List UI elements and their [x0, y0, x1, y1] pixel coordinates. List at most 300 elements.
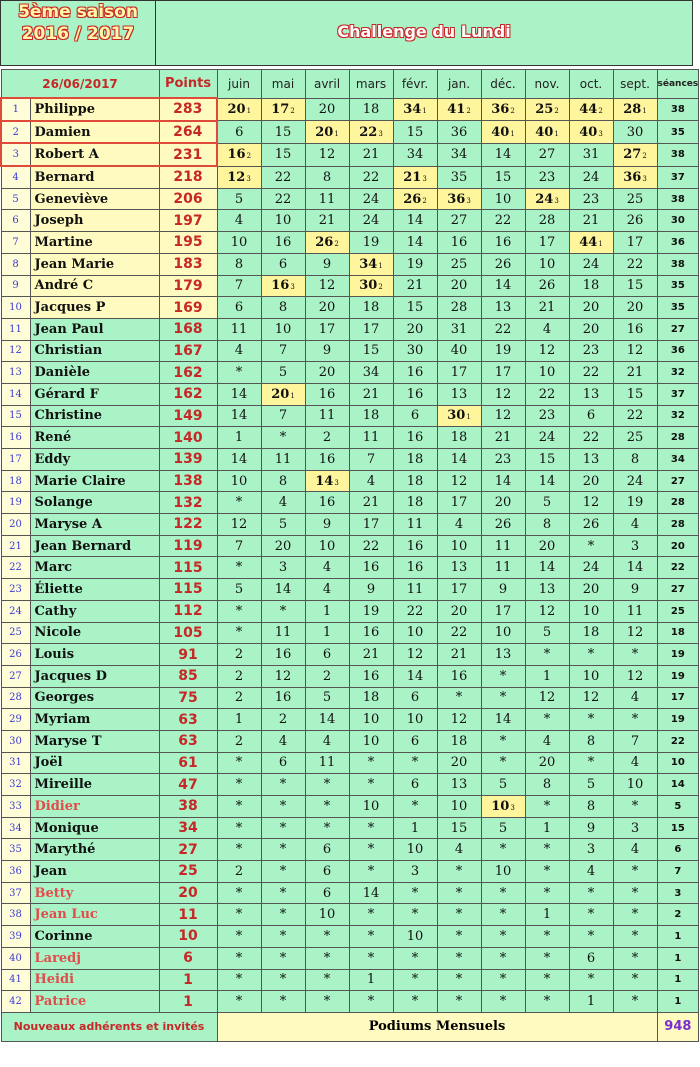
- month-score-cell: [525, 861, 569, 883]
- points-cell: 27: [159, 839, 217, 861]
- month-score-cell: [481, 600, 525, 622]
- score-value: 21: [494, 430, 512, 446]
- month-score-cell: [261, 449, 305, 471]
- score-value: 16: [274, 647, 292, 663]
- points-cell: 139: [159, 449, 217, 471]
- month-score-cell: [613, 796, 657, 818]
- podium-position: 2: [598, 106, 603, 115]
- score-value: 14: [274, 581, 292, 597]
- score-value: 15: [538, 451, 556, 467]
- score-value: *: [235, 495, 243, 511]
- month-score-cell: [349, 557, 393, 579]
- score-value: 16: [318, 386, 336, 402]
- month-score-cell: [261, 492, 305, 514]
- score-value: 7: [278, 343, 288, 359]
- score-value: *: [411, 907, 419, 923]
- score-value: 10: [318, 907, 336, 923]
- seances-cell: 20: [657, 535, 699, 557]
- month-score-cell: [393, 991, 437, 1013]
- score-value: 24: [582, 256, 600, 272]
- month-score-cell: [217, 926, 261, 948]
- month-header-dec: déc.: [481, 70, 525, 99]
- points-cell: 119: [159, 535, 217, 557]
- month-score-cell: [349, 709, 393, 731]
- score-value: 24: [535, 191, 554, 207]
- month-score-cell: [613, 579, 657, 601]
- month-score-cell: [349, 188, 393, 210]
- rank-cell: 33: [1, 796, 30, 818]
- score-value: 1: [410, 820, 420, 836]
- month-score-cell: [613, 600, 657, 622]
- month-score-cell: [217, 839, 261, 861]
- month-score-cell: [217, 470, 261, 492]
- month-score-cell: [437, 644, 481, 666]
- score-value: *: [499, 885, 507, 901]
- month-score-cell: [481, 687, 525, 709]
- score-value: 20: [271, 386, 290, 402]
- month-score-cell: [569, 98, 613, 121]
- month-score-cell: [393, 774, 437, 796]
- points-cell: 1: [159, 969, 217, 991]
- score-value: *: [499, 842, 507, 858]
- points-cell: 162: [159, 383, 217, 405]
- table-row: [1, 492, 699, 514]
- score-value: 15: [274, 147, 292, 163]
- month-score-cell: [569, 817, 613, 839]
- score-value: *: [631, 863, 639, 879]
- rank-cell: 31: [1, 752, 30, 774]
- month-score-cell: [349, 600, 393, 622]
- rank-cell: 4: [1, 166, 30, 188]
- table-row: [1, 535, 699, 557]
- score-value: 6: [278, 755, 288, 771]
- rank-cell: 13: [1, 362, 30, 384]
- score-value: 18: [406, 473, 424, 489]
- month-score-cell: [261, 947, 305, 969]
- table-row: [1, 405, 699, 427]
- month-score-cell: [261, 796, 305, 818]
- month-score-cell: [613, 275, 657, 297]
- score-value: 25: [535, 101, 554, 117]
- podium-position: 1: [642, 106, 647, 115]
- score-value: 3: [630, 538, 640, 554]
- score-value: *: [279, 994, 287, 1010]
- points-cell: 105: [159, 622, 217, 644]
- month-score-cell: [305, 514, 349, 536]
- month-score-cell: [393, 210, 437, 232]
- score-value: *: [499, 755, 507, 771]
- points-cell: 206: [159, 188, 217, 210]
- month-score-cell: [481, 579, 525, 601]
- month-score-cell: [261, 665, 305, 687]
- month-score-cell: [525, 796, 569, 818]
- score-value: 6: [278, 256, 288, 272]
- score-value: *: [499, 972, 507, 988]
- score-value: 11: [274, 625, 292, 641]
- month-score-cell: [525, 839, 569, 861]
- member-name: Damien: [30, 121, 159, 144]
- rank-cell: 36: [1, 861, 30, 883]
- score-value: *: [455, 907, 463, 923]
- score-value: *: [235, 907, 243, 923]
- month-score-cell: [481, 882, 525, 904]
- score-value: 21: [626, 365, 644, 381]
- points-cell: 197: [159, 210, 217, 232]
- score-value: 12: [450, 473, 468, 489]
- score-value: *: [631, 712, 639, 728]
- points-cell: 122: [159, 514, 217, 536]
- score-value: *: [279, 928, 287, 944]
- month-score-cell: [525, 253, 569, 275]
- member-name: Gérard F: [30, 383, 159, 405]
- month-score-cell: [305, 752, 349, 774]
- month-score-cell: [305, 143, 349, 166]
- score-value: 4: [630, 755, 640, 771]
- table-row: [1, 143, 699, 166]
- month-score-cell: [305, 600, 349, 622]
- score-value: 14: [626, 560, 644, 576]
- score-value: 19: [362, 234, 380, 250]
- table-row: [1, 449, 699, 471]
- month-score-cell: [437, 752, 481, 774]
- month-score-cell: [217, 121, 261, 144]
- month-score-cell: [525, 166, 569, 188]
- score-value: 13: [450, 777, 468, 793]
- month-score-cell: [393, 362, 437, 384]
- month-score-cell: [217, 383, 261, 405]
- score-value: 11: [318, 755, 336, 771]
- score-value: 18: [362, 101, 380, 117]
- month-score-cell: [261, 362, 305, 384]
- score-value: *: [587, 885, 595, 901]
- month-score-cell: [393, 253, 437, 275]
- month-score-cell: [305, 904, 349, 926]
- month-score-cell: [481, 362, 525, 384]
- month-score-cell: [613, 143, 657, 166]
- month-score-cell: [349, 297, 393, 319]
- table-row: [1, 752, 699, 774]
- score-value: 20: [227, 101, 246, 117]
- month-score-cell: [525, 774, 569, 796]
- score-value: *: [235, 842, 243, 858]
- score-value: *: [587, 647, 595, 663]
- member-name: Monique: [30, 817, 159, 839]
- podium-position: 3: [554, 196, 559, 205]
- month-score-cell: [261, 340, 305, 362]
- table-row: [1, 644, 699, 666]
- month-score-cell: [305, 882, 349, 904]
- score-value: 6: [322, 647, 332, 663]
- member-name: Heidi: [30, 969, 159, 991]
- seances-cell: 6: [657, 839, 699, 861]
- month-score-cell: [525, 730, 569, 752]
- month-score-cell: [393, 383, 437, 405]
- month-score-cell: [569, 839, 613, 861]
- month-score-cell: [305, 796, 349, 818]
- month-score-cell: [261, 882, 305, 904]
- score-value: 26: [582, 516, 600, 532]
- rank-cell: 32: [1, 774, 30, 796]
- score-value: 14: [315, 473, 334, 489]
- rank-cell: 35: [1, 839, 30, 861]
- score-value: 20: [582, 473, 600, 489]
- points-cell: 183: [159, 253, 217, 275]
- month-score-cell: [613, 166, 657, 188]
- score-value: *: [499, 950, 507, 966]
- score-value: *: [587, 538, 595, 554]
- seances-header: séances: [657, 70, 699, 99]
- score-value: *: [323, 777, 331, 793]
- member-name: Eddy: [30, 449, 159, 471]
- score-value: *: [587, 928, 595, 944]
- score-value: 16: [406, 560, 424, 576]
- table-row: [1, 166, 699, 188]
- month-score-cell: [569, 709, 613, 731]
- month-score-cell: [437, 926, 481, 948]
- month-score-cell: [393, 143, 437, 166]
- score-value: 22: [582, 365, 600, 381]
- score-value: 27: [538, 147, 556, 163]
- score-value: 15: [626, 278, 644, 294]
- score-value: 1: [234, 430, 244, 446]
- score-value: 34: [359, 256, 378, 272]
- month-score-cell: [525, 449, 569, 471]
- score-value: 4: [234, 213, 244, 229]
- month-score-cell: [525, 687, 569, 709]
- score-value: 10: [538, 365, 556, 381]
- table-row: [1, 297, 699, 319]
- score-value: 22: [450, 625, 468, 641]
- score-value: 20: [582, 300, 600, 316]
- score-value: 13: [450, 560, 468, 576]
- table-row: [1, 796, 699, 818]
- month-score-cell: [525, 143, 569, 166]
- month-score-cell: [217, 817, 261, 839]
- score-value: *: [279, 430, 287, 446]
- podium-position: 3: [598, 129, 603, 138]
- month-score-cell: [569, 774, 613, 796]
- seances-cell: 37: [657, 383, 699, 405]
- month-score-cell: [393, 98, 437, 121]
- score-value: *: [455, 950, 463, 966]
- month-score-cell: [613, 362, 657, 384]
- seances-cell: 34: [657, 449, 699, 471]
- podium-position: 1: [334, 129, 339, 138]
- month-score-cell: [437, 492, 481, 514]
- month-header-nov: nov.: [525, 70, 569, 99]
- month-score-cell: [525, 427, 569, 449]
- month-score-cell: [349, 644, 393, 666]
- rank-cell: 3: [1, 143, 30, 166]
- rank-cell: 8: [1, 253, 30, 275]
- month-score-cell: [569, 405, 613, 427]
- month-score-cell: [217, 709, 261, 731]
- score-value: 16: [362, 625, 380, 641]
- score-value: *: [367, 755, 375, 771]
- score-value: 14: [362, 885, 380, 901]
- member-name: Joseph: [30, 210, 159, 232]
- month-score-cell: [613, 514, 657, 536]
- score-value: 26: [403, 191, 422, 207]
- month-score-cell: [217, 449, 261, 471]
- table-row: [1, 253, 699, 275]
- member-name: Nicole: [30, 622, 159, 644]
- month-score-cell: [481, 644, 525, 666]
- month-score-cell: [217, 991, 261, 1013]
- score-value: 6: [410, 408, 420, 424]
- month-score-cell: [525, 275, 569, 297]
- month-score-cell: [349, 861, 393, 883]
- month-score-cell: [261, 427, 305, 449]
- score-value: 34: [362, 365, 380, 381]
- month-score-cell: [349, 210, 393, 232]
- score-value: 28: [450, 300, 468, 316]
- score-value: 12: [227, 169, 246, 185]
- score-value: 10: [230, 234, 248, 250]
- score-value: *: [279, 603, 287, 619]
- score-value: 22: [582, 430, 600, 446]
- month-score-cell: [305, 535, 349, 557]
- month-score-cell: [305, 622, 349, 644]
- score-value: 15: [406, 300, 424, 316]
- rank-cell: 38: [1, 904, 30, 926]
- score-value: *: [367, 950, 375, 966]
- score-value: 17: [318, 321, 336, 337]
- month-score-cell: [261, 210, 305, 232]
- score-value: 12: [538, 603, 556, 619]
- month-score-cell: [613, 752, 657, 774]
- month-score-cell: [569, 449, 613, 471]
- page-header: [0, 0, 693, 66]
- month-score-cell: [217, 166, 261, 188]
- month-score-cell: [481, 492, 525, 514]
- podium-position: 1: [510, 129, 515, 138]
- seances-cell: 35: [657, 121, 699, 144]
- table-row: [1, 904, 699, 926]
- month-score-cell: [437, 427, 481, 449]
- score-value: *: [587, 972, 595, 988]
- month-score-cell: [261, 470, 305, 492]
- month-score-cell: [437, 991, 481, 1013]
- score-value: *: [499, 907, 507, 923]
- score-value: 40: [579, 124, 598, 140]
- score-value: 16: [318, 495, 336, 511]
- score-value: 12: [626, 668, 644, 684]
- score-value: 5: [234, 191, 244, 207]
- score-value: 4: [234, 343, 244, 359]
- month-score-cell: [217, 188, 261, 210]
- score-value: 22: [362, 538, 380, 554]
- score-value: 20: [315, 124, 334, 140]
- score-value: 14: [406, 234, 424, 250]
- month-score-cell: [437, 839, 481, 861]
- score-value: *: [631, 798, 639, 814]
- score-value: *: [367, 777, 375, 793]
- seances-cell: 36: [657, 340, 699, 362]
- month-score-cell: [349, 752, 393, 774]
- member-name: Cathy: [30, 600, 159, 622]
- month-score-cell: [613, 427, 657, 449]
- score-value: 2: [322, 430, 332, 446]
- points-cell: 167: [159, 340, 217, 362]
- score-value: 21: [362, 495, 380, 511]
- score-value: 14: [494, 473, 512, 489]
- member-name: Patrice: [30, 991, 159, 1013]
- month-score-cell: [261, 188, 305, 210]
- month-score-cell: [349, 121, 393, 144]
- rank-cell: 5: [1, 188, 30, 210]
- month-score-cell: [261, 143, 305, 166]
- score-value: 6: [235, 124, 244, 140]
- month-score-cell: [481, 405, 525, 427]
- score-value: 11: [406, 516, 424, 532]
- month-score-cell: [305, 991, 349, 1013]
- score-value: 20: [450, 755, 468, 771]
- month-score-cell: [217, 665, 261, 687]
- score-value: 4: [586, 863, 596, 879]
- month-score-cell: [217, 427, 261, 449]
- month-score-cell: [217, 796, 261, 818]
- score-value: *: [367, 994, 375, 1010]
- score-value: 20: [626, 300, 644, 316]
- month-score-cell: [613, 297, 657, 319]
- month-score-cell: [613, 861, 657, 883]
- month-score-cell: [305, 861, 349, 883]
- month-score-cell: [569, 210, 613, 232]
- month-score-cell: [437, 514, 481, 536]
- score-value: 10: [274, 213, 292, 229]
- month-score-cell: [217, 579, 261, 601]
- seances-cell: 15: [657, 817, 699, 839]
- score-value: 26: [494, 256, 512, 272]
- score-value: *: [455, 972, 463, 988]
- score-value: 25: [626, 191, 644, 207]
- score-value: *: [235, 365, 243, 381]
- score-value: 4: [278, 495, 288, 511]
- score-value: 20: [494, 495, 512, 511]
- month-score-cell: [613, 98, 657, 121]
- rank-cell: 20: [1, 514, 30, 536]
- month-score-cell: [525, 492, 569, 514]
- points-cell: 91: [159, 644, 217, 666]
- score-value: *: [323, 820, 331, 836]
- month-score-cell: [525, 470, 569, 492]
- score-value: 20: [538, 538, 556, 554]
- month-score-cell: [481, 449, 525, 471]
- month-score-cell: [349, 926, 393, 948]
- score-value: 8: [542, 777, 552, 793]
- month-score-cell: [305, 969, 349, 991]
- member-name: Maryse A: [30, 514, 159, 536]
- score-value: 15: [450, 820, 468, 836]
- score-value: *: [411, 972, 419, 988]
- seances-cell: 10: [657, 752, 699, 774]
- score-value: 40: [491, 124, 510, 140]
- score-value: 16: [318, 451, 336, 467]
- score-value: *: [543, 950, 551, 966]
- score-value: 8: [322, 169, 332, 185]
- rank-cell: 12: [1, 340, 30, 362]
- month-score-cell: [217, 644, 261, 666]
- rank-cell: 15: [1, 405, 30, 427]
- score-value: 10: [494, 191, 512, 207]
- podium-position: 3: [334, 478, 339, 487]
- score-value: 10: [362, 733, 380, 749]
- seances-cell: 17: [657, 687, 699, 709]
- score-value: 26: [494, 516, 512, 532]
- score-value: 23: [582, 191, 600, 207]
- table-row: [1, 709, 699, 731]
